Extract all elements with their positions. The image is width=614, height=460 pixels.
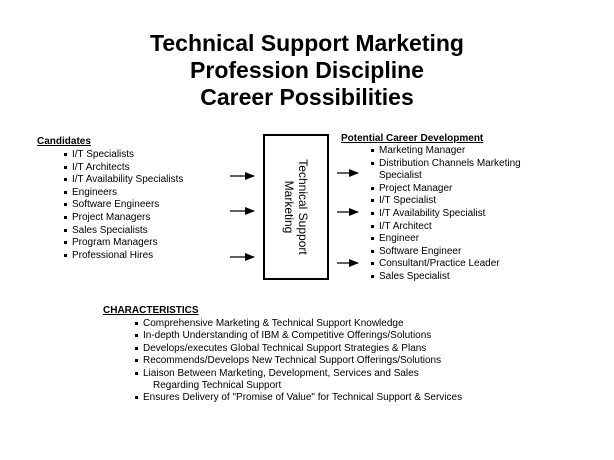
title-line-2: Profession Discipline [190,57,424,83]
candidate-item: I/T Architects [64,162,183,175]
candidate-item: Sales Specialists [64,225,183,238]
career-item: Engineer [371,233,521,246]
characteristic-item-continuation: Regarding Technical Support [153,380,282,392]
career-item: Sales Specialist [371,271,521,284]
characteristic-item: Develops/executes Global Technical Support Strategies & Plans [135,343,462,355]
career-item: Distribution Channels Marketing [371,158,521,171]
career-item: Consultant/Practice Leader [371,258,521,271]
candidate-item: I/T Availability Specialists [64,174,183,187]
candidate-item: I/T Specialists [64,149,183,162]
career-item: Marketing Manager [371,145,521,158]
characteristic-item: In-depth Understanding of IBM & Competitive Offerings/Solutions [135,330,462,342]
candidate-item: Professional Hires [64,250,183,263]
center-line-2: Marketing [282,180,296,234]
career-item-continuation: Specialist [379,170,422,182]
characteristics-list [135,318,462,405]
candidate-item: Engineers [64,187,183,200]
candidate-item: Software Engineers [64,199,183,212]
center-line-1: Technical Support [296,159,310,255]
candidates-heading: Candidates [37,136,91,147]
career-item: I/T Availability Specialist [371,208,521,221]
career-item: Software Engineer [371,246,521,259]
title-line-1: Technical Support Marketing [150,30,464,56]
career-item: I/T Architect [371,221,521,234]
career-heading: Potential Career Development [341,133,484,144]
characteristic-item: Liaison Between Marketing, Development, Services and Sales [135,368,462,380]
characteristic-item: Ensures Delivery of "Promise of Value" for Technical Support & Services [135,392,462,404]
candidate-item: Program Managers [64,237,183,250]
title-line-3: Career Possibilities [200,84,414,110]
characteristic-item: Comprehensive Marketing & Technical Support Knowledge [135,318,462,330]
characteristic-item: Recommends/Develops New Technical Support Offerings/Solutions [135,355,462,367]
career-item: Project Manager [371,183,521,196]
candidate-item: Project Managers [64,212,183,225]
career-list [371,145,521,284]
career-item: I/T Specialist [371,195,521,208]
characteristics-heading: CHARACTERISTICS [103,305,199,316]
